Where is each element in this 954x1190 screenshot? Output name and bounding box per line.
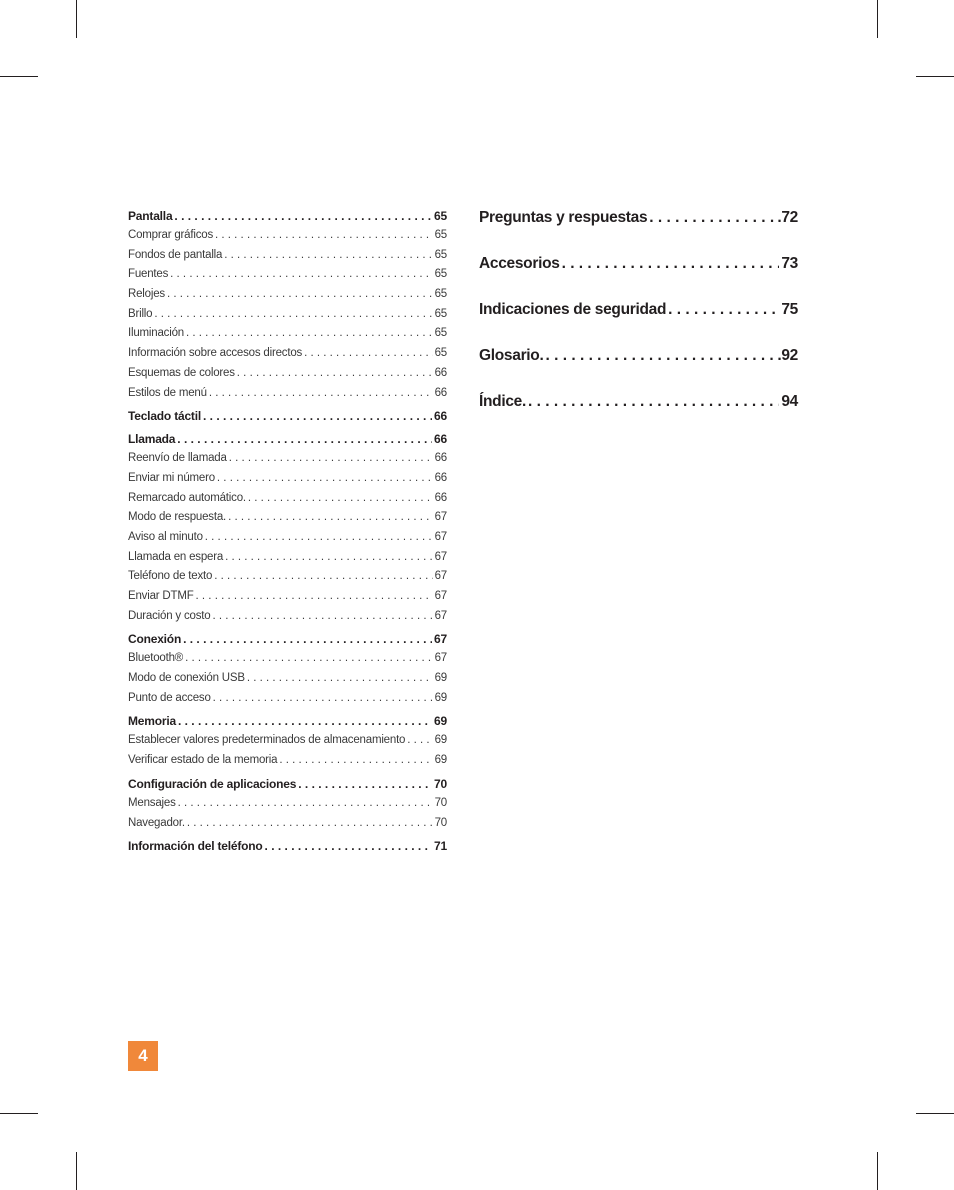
dot-leader <box>170 265 432 285</box>
toc-entry-page: 94 <box>781 393 798 410</box>
toc-entry-page: .92 <box>777 347 798 364</box>
toc-section[interactable] <box>128 406 447 426</box>
toc-entry-page: 65 <box>434 229 447 241</box>
crop-mark <box>916 1113 954 1114</box>
dot-leader <box>185 649 433 669</box>
toc-item[interactable] <box>128 265 447 285</box>
dot-leader <box>174 206 432 226</box>
toc-entry-label: Duración y costo <box>128 609 211 622</box>
toc-entry-label: Preguntas y respuestas <box>479 209 648 226</box>
toc-entry-label: Configuración de aplicaciones <box>128 776 297 791</box>
toc-entry-label: Relojes <box>128 288 165 301</box>
toc-entry-page: 65 <box>434 288 447 301</box>
toc-entry-page: 66 <box>434 409 447 424</box>
dot-leader <box>528 389 779 415</box>
toc-section[interactable] <box>128 711 447 731</box>
toc-entry-label: Punto de acceso <box>128 691 211 704</box>
toc-entry-label: Conexión <box>128 632 182 647</box>
toc-entry-label: Información del teléfono <box>128 839 263 854</box>
toc-entry-page: 65 <box>434 209 447 223</box>
dot-leader <box>225 548 433 568</box>
toc-entry-label: Iluminación <box>128 327 184 340</box>
toc-entry-label: Estilos de menú <box>128 386 207 399</box>
toc-entry-page: 67 <box>434 570 447 583</box>
toc-entry-label: Fuentes <box>128 268 169 281</box>
toc-right-column <box>479 205 798 435</box>
toc-entry-page: 65 <box>434 248 447 261</box>
toc-section[interactable] <box>128 836 447 856</box>
toc-entry-label: Modo de respuesta. <box>128 511 227 524</box>
dot-leader <box>298 774 432 794</box>
page-number: 4 <box>138 1046 148 1065</box>
toc-chapter[interactable] <box>479 343 798 389</box>
dot-leader <box>177 429 432 449</box>
toc-item[interactable] <box>128 246 447 266</box>
toc-entry-label: Remarcado automático. <box>128 491 246 504</box>
toc-entry-label: Enviar mi número <box>128 471 215 484</box>
dot-leader <box>186 324 433 344</box>
toc-section[interactable] <box>128 206 447 226</box>
toc-entry-page: 75 <box>781 301 798 318</box>
toc-entry-label: Información sobre accesos directos <box>128 347 303 360</box>
toc-entry-label: Llamada en espera <box>128 550 224 563</box>
toc-chapter[interactable] <box>479 205 798 251</box>
toc-entry-page: 66 <box>434 471 447 484</box>
toc-item[interactable] <box>128 669 447 689</box>
dot-leader <box>196 587 433 607</box>
dot-leader <box>178 711 432 731</box>
crop-mark <box>877 0 878 38</box>
dot-leader <box>213 689 433 709</box>
crop-mark <box>0 1113 38 1114</box>
toc-entry-label: Mensajes <box>128 796 176 809</box>
dot-leader <box>167 285 433 305</box>
toc-item[interactable] <box>128 344 447 364</box>
dot-leader <box>546 343 776 369</box>
toc-chapter[interactable] <box>479 251 798 297</box>
dot-leader <box>214 567 432 587</box>
toc-item[interactable] <box>128 508 447 528</box>
toc-entry-page: 67 <box>434 590 447 602</box>
crop-mark <box>76 1152 77 1190</box>
toc-entry-label: Glosario. <box>479 347 544 364</box>
toc-item[interactable] <box>128 794 447 814</box>
dot-leader <box>203 406 432 426</box>
dot-leader <box>212 607 432 627</box>
toc-item[interactable] <box>128 814 447 834</box>
toc-entry-label: Reenvío de llamada <box>128 452 227 465</box>
dot-leader <box>247 669 433 689</box>
dot-leader <box>209 384 433 404</box>
toc-item[interactable] <box>128 731 447 751</box>
toc-entry-page: 67 <box>434 511 447 524</box>
dot-leader <box>304 344 433 364</box>
toc-entry-page: 66 <box>434 366 447 379</box>
toc-section[interactable] <box>128 629 447 649</box>
toc-entry-page: 67 <box>434 530 447 543</box>
dot-leader <box>279 751 432 771</box>
toc-entry-page: 69 <box>434 734 447 747</box>
toc-entry-page: 69 <box>434 754 447 767</box>
dot-leader <box>649 205 775 231</box>
toc-entry-label: Aviso al minuto <box>128 530 203 543</box>
toc-item[interactable] <box>128 489 447 509</box>
toc-section[interactable] <box>128 429 447 449</box>
toc-entry-label: Modo de conexión USB <box>128 672 245 685</box>
dot-leader <box>217 469 433 489</box>
toc-item[interactable] <box>128 324 447 344</box>
toc-entry-page: 66 <box>434 432 447 447</box>
page-number-badge <box>128 1041 158 1071</box>
toc-chapter[interactable] <box>479 297 798 343</box>
toc-entry-label: Teclado táctil <box>128 409 201 424</box>
crop-mark <box>0 76 38 77</box>
toc-item[interactable] <box>128 449 447 469</box>
toc-entry-page: 67 <box>434 609 447 622</box>
dot-leader <box>183 629 432 649</box>
dot-leader <box>237 364 433 384</box>
toc-entry-label: Navegador. <box>128 816 185 829</box>
dot-leader <box>205 528 433 548</box>
dot-leader <box>154 305 432 325</box>
toc-entry-label: Índice. <box>479 393 526 410</box>
dot-leader <box>407 731 432 751</box>
toc-section[interactable] <box>128 774 447 794</box>
toc-entry-page: 69 <box>434 714 447 729</box>
toc-item[interactable] <box>128 305 447 325</box>
toc-entry-label: Accesorios <box>479 255 560 272</box>
toc-entry-label: Llamada <box>128 432 176 447</box>
toc-entry-page: 69 <box>434 672 447 685</box>
dot-leader <box>265 836 433 856</box>
toc-item[interactable] <box>128 548 447 568</box>
toc-item[interactable] <box>128 751 447 771</box>
toc-entry-label: Indicaciones de seguridad <box>479 301 667 318</box>
toc-chapter[interactable] <box>479 389 798 435</box>
dot-leader <box>187 814 433 834</box>
toc-entry-page: 65 <box>434 268 447 281</box>
toc-entry-page: 66 <box>434 452 447 465</box>
toc-entry-page: 69 <box>434 691 447 704</box>
dot-leader <box>178 794 433 814</box>
toc-entry-page: .72 <box>777 209 798 226</box>
dot-leader <box>562 251 780 277</box>
crop-mark <box>916 76 954 77</box>
toc-entry-page: 65 <box>434 307 447 320</box>
toc-entry-page: 70 <box>434 776 447 791</box>
toc-entry-label: Teléfono de texto <box>128 570 213 583</box>
dot-leader <box>224 246 432 266</box>
toc-item[interactable] <box>128 649 447 669</box>
dot-leader <box>215 226 433 246</box>
toc-item[interactable] <box>128 469 447 489</box>
toc-entry-page: 67 <box>434 632 447 647</box>
toc-item[interactable] <box>128 528 447 548</box>
toc-entry-page: 65 <box>434 327 447 340</box>
toc-entry-page: 71 <box>434 839 447 854</box>
dot-leader <box>248 489 433 509</box>
toc-entry-page: 67 <box>434 652 447 665</box>
toc-entry-page: 70 <box>434 796 447 809</box>
toc-entry-label: Pantalla <box>128 209 173 223</box>
crop-mark <box>877 1152 878 1190</box>
toc-item[interactable] <box>128 364 447 384</box>
toc-item[interactable] <box>128 567 447 587</box>
toc-item[interactable] <box>128 607 447 627</box>
toc-item[interactable] <box>128 689 447 709</box>
toc-item[interactable] <box>128 384 447 404</box>
toc-entry-label: Bluetooth® <box>128 652 184 665</box>
toc-entry-label: Verificar estado de la memoria <box>128 754 278 767</box>
toc-entry-page: 73 <box>781 255 798 272</box>
toc-entry-page: 65 <box>434 347 447 360</box>
dot-leader <box>228 508 433 528</box>
crop-mark <box>76 0 77 38</box>
dot-leader <box>229 449 433 469</box>
toc-left-column <box>128 206 447 856</box>
toc-entry-page: 67 <box>434 550 447 563</box>
toc-item[interactable] <box>128 226 447 246</box>
toc-entry-page: 66 <box>434 491 447 504</box>
toc-entry-page: 66 <box>434 386 447 399</box>
toc-entry-label: Establecer valores predeterminados de almacenamiento <box>128 734 406 747</box>
toc-entry-label: Enviar DTMF <box>128 590 194 602</box>
toc-entry-label: Memoria <box>128 714 176 729</box>
toc-entry-label: Fondos de pantalla <box>128 248 223 261</box>
toc-entry-label: Brillo <box>128 307 153 320</box>
dot-leader <box>668 297 779 323</box>
toc-item[interactable] <box>128 587 447 607</box>
toc-entry-page: 70 <box>434 816 447 829</box>
toc-entry-label: Comprar gráficos <box>128 229 213 241</box>
toc-entry-label: Esquemas de colores <box>128 366 235 379</box>
toc-item[interactable] <box>128 285 447 305</box>
